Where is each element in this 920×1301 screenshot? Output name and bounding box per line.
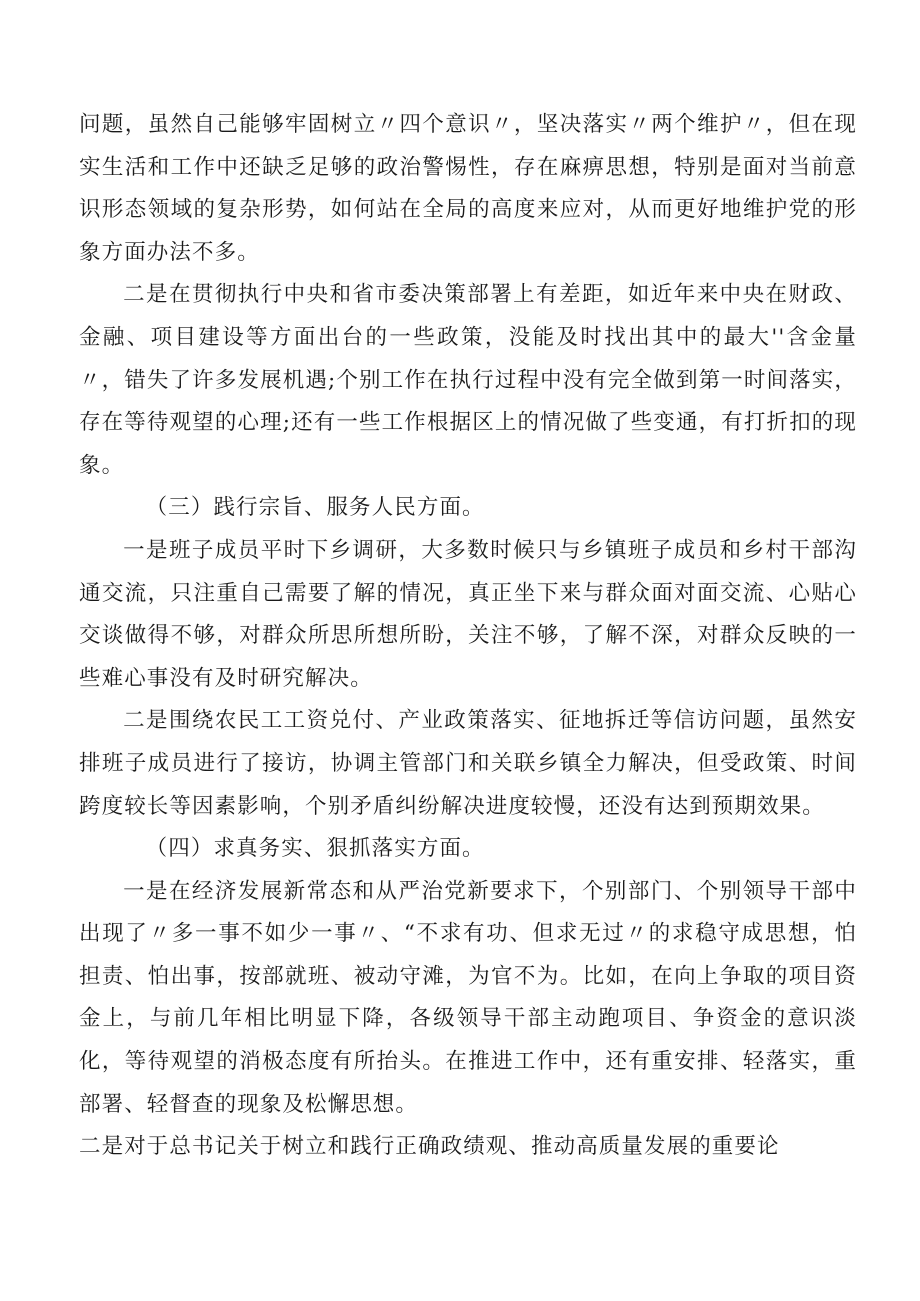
paragraph-policy-gap: 二是在贯彻执行中央和省市委决策部署上有差距，如近年来中央在财政、金融、项目建设等方面出台的一些政策，没能及时找出其中的最大''含金量〃，错失了许多发展机遇;个别工作在执行过程中没有完全做到第一时间落实，存在等待观望的心理;还有一些工作根据区上的情况做了些变通，有打折扣的现象。 xyxy=(79,282,857,478)
document-body xyxy=(79,104,857,1169)
section-heading-implementation: （四）求真务实、狠抓落实方面。 xyxy=(145,836,485,862)
paragraph-field-research: 一是班子成员平时下乡调研，大多数时候只与乡镇班子成员和乡村干部沟通交流，只注重自己需要了解的情况，真正坐下来与群众面对面交流、心贴心交谈做得不够，对群众所思所想所盼，关注不够，了解不深，对群众反映的一些难心事没有及时研究解决。 xyxy=(79,537,857,691)
paragraph-conservative-thinking: 一是在经济发展新常态和从严治党新要求下，个别部门、个别领导干部中出现了〃多一事不如少一事〃、“不求有功、但求无过〃的求稳守成思想，怕担责、怕出事，按部就班、被动守滩，为官不为。比如，在向上争取的项目资金上，与前几年相比明显下降，各级领导干部主动跑项目、争资金的意识淡化，等待观望的消极态度有所抬头。在推进工作中，还有重安排、轻落实，重部署、轻督查的现象及松懈思想。 xyxy=(79,878,857,1117)
section-heading-serve-people: （三）践行宗旨、服务人民方面。 xyxy=(145,495,485,521)
paragraph-petition-issues: 二是围绕农民工工资兑付、产业政策落实、征地拆迁等信访问题，虽然安排班子成员进行了接访，协调主管部门和关联乡镇全力解决，但受政策、时间跨度较长等因素影响，个别矛盾纠纷解决进度较慢，还没有达到预期效果。 xyxy=(79,708,857,819)
paragraph-continued: 问题，虽然自己能够牢固树立〃四个意识〃，坚决落实〃两个维护〃，但在现实生活和工作中还缺乏足够的政治警惕性，存在麻痹思想，特别是面对当前意识形态领域的复杂形势，如何站在全局的高度来应对，从而更好地维护党的形象方面办法不多。 xyxy=(79,112,857,265)
paragraph-performance-view: 二是对于总书记关于树立和践行正确政绩观、推动高质量发展的重要论 xyxy=(79,1134,780,1160)
